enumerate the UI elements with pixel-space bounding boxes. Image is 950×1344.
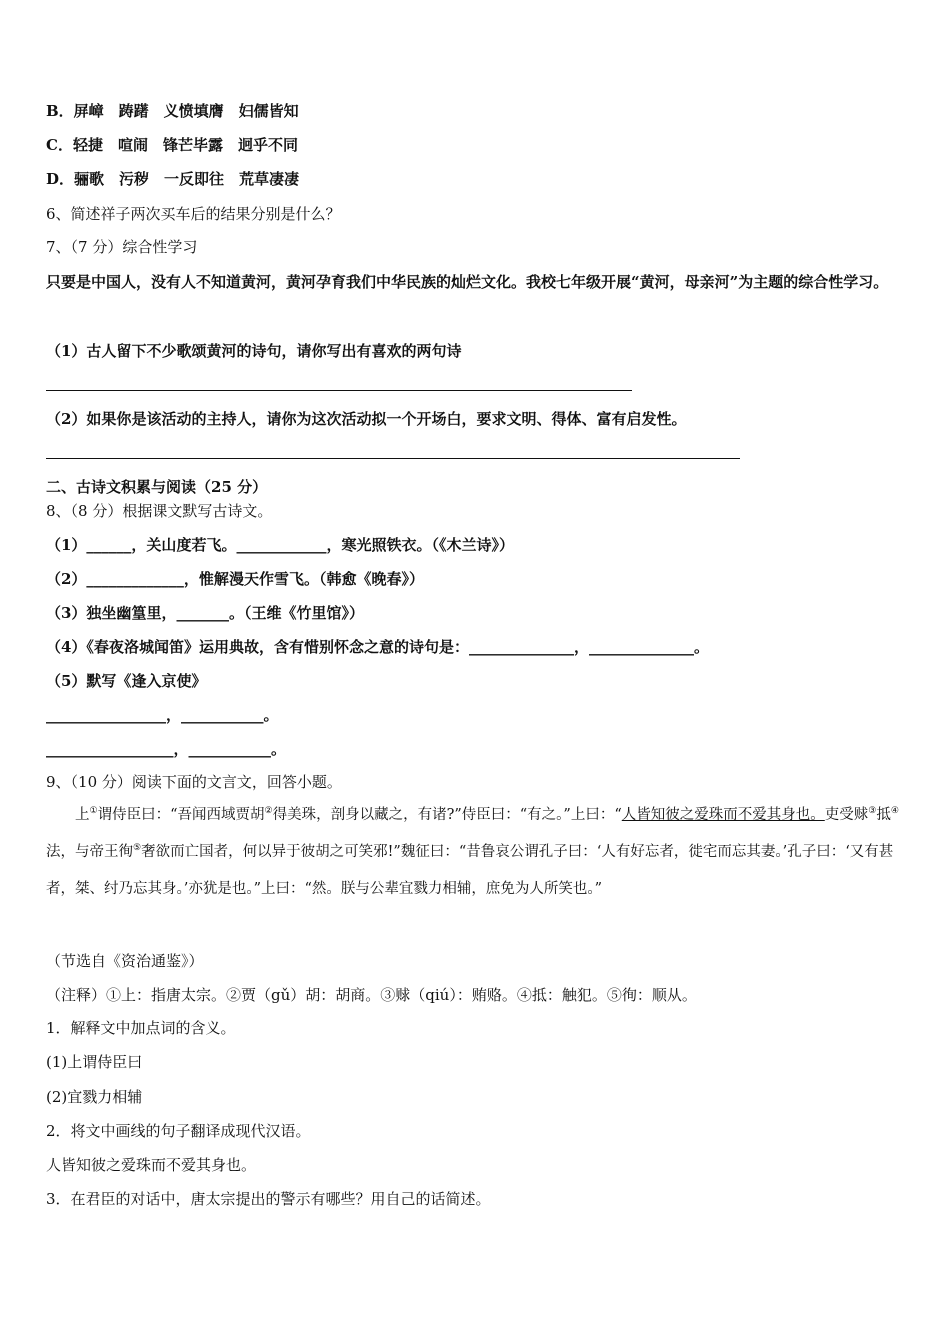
question-9-sub3: 3．在君臣的对话中，唐太宗提出的警示有哪些？用自己的话简述。 xyxy=(46,1190,491,1208)
question-7-part2: （2）如果你是该活动的主持人，请你为这次活动拟一个开场白，要求文明、得体、富有启发性。 xyxy=(46,410,687,428)
option-b: B．屏嶂 踌躇 义愤填膺 妇儒皆知 xyxy=(46,102,299,120)
answer-line xyxy=(46,390,632,391)
answer-line xyxy=(46,458,740,459)
underlined-sentence: 人皆知彼之爱珠而不爱其身也。 xyxy=(621,807,825,823)
question-9-sub1b: (2)宜戮力相辅 xyxy=(46,1088,143,1106)
passage-notes: （注释）①上：指唐太宗。②贾（gǔ）胡：胡商。③赇（qiú）：贿赂。④抵：触犯。⑤徇：顺从。 xyxy=(46,986,697,1004)
question-8-line6: ________________，___________。 xyxy=(46,706,279,724)
question-8-line4: （4）《春夜洛城闻笛》运用典故，含有惜别怀念之意的诗句是：______________，______________。 xyxy=(46,638,709,656)
option-d: D．骊歌 污秽 一反即往 荒草凄凄 xyxy=(46,170,300,188)
question-8-line2: （2）_____________，惟解漫天作雪飞。（韩愈《晚春》） xyxy=(46,570,424,588)
classical-passage: 上①谓侍臣曰：“吾闻西域贾胡②得美珠，剖身以藏之，有诸?”侍臣曰：“有之。”上曰：“人皆知彼之爱珠而不爱其身也。吏受赇③抵④法，与帝王徇⑤奢欲而亡国者，何以异于彼胡之可笑邪!”魏征曰：“昔鲁哀公谓孔子曰：‘人有好忘者，徙宅而忘其妻。’孔子曰：‘又有甚者，桀、纣乃忘其身。’亦犹是也。”上曰：“然。朕与公辈宜戮力相辅，庶免为人所笑也。” xyxy=(46,806,899,897)
question-9-sub2a: 人皆知彼之爱珠而不爱其身也。 xyxy=(46,1156,257,1174)
question-6: 6、简述祥子两次买车后的结果分别是什么？ xyxy=(46,205,341,223)
question-9-sub1a: (1)上谓侍臣曰 xyxy=(46,1053,143,1071)
question-7-intro: 只要是中国人，没有人不知道黄河，黄河孕育我们中华民族的灿烂文化。我校七年级开展“黄河，母亲河”为主题的综合性学习。 xyxy=(46,273,889,291)
question-7-part1: （1）古人留下不少歌颂黄河的诗句，请你写出有喜欢的两句诗 xyxy=(46,342,462,360)
question-7-title: 7、（7 分）综合性学习 xyxy=(46,238,198,256)
question-8-line3: （3）独坐幽篁里，_______。（王维《竹里馆》） xyxy=(46,604,364,622)
option-c: C．轻捷 喧闹 锋芒毕露 迥乎不同 xyxy=(46,136,298,154)
question-9-sub2: 2．将文中画线的句子翻译成现代汉语。 xyxy=(46,1122,311,1140)
question-8-line7: _________________，___________。 xyxy=(46,740,287,758)
question-9-title: 9、（10 分）阅读下面的文言文，回答小题。 xyxy=(46,773,342,791)
question-8-line5: （5）默写《逢入京使》 xyxy=(46,672,207,690)
section-2-heading: 二、古诗文积累与阅读（25 分） xyxy=(46,478,268,496)
question-8-title: 8、（8 分）根据课文默写古诗文。 xyxy=(46,502,273,520)
question-8-line1: （1）______，关山度若飞。____________，寒光照铁衣。（《木兰诗》） xyxy=(46,536,514,554)
passage-source: （节选自《资治通鉴》） xyxy=(46,952,204,970)
question-9-sub1: 1．解释文中加点词的含义。 xyxy=(46,1019,236,1037)
